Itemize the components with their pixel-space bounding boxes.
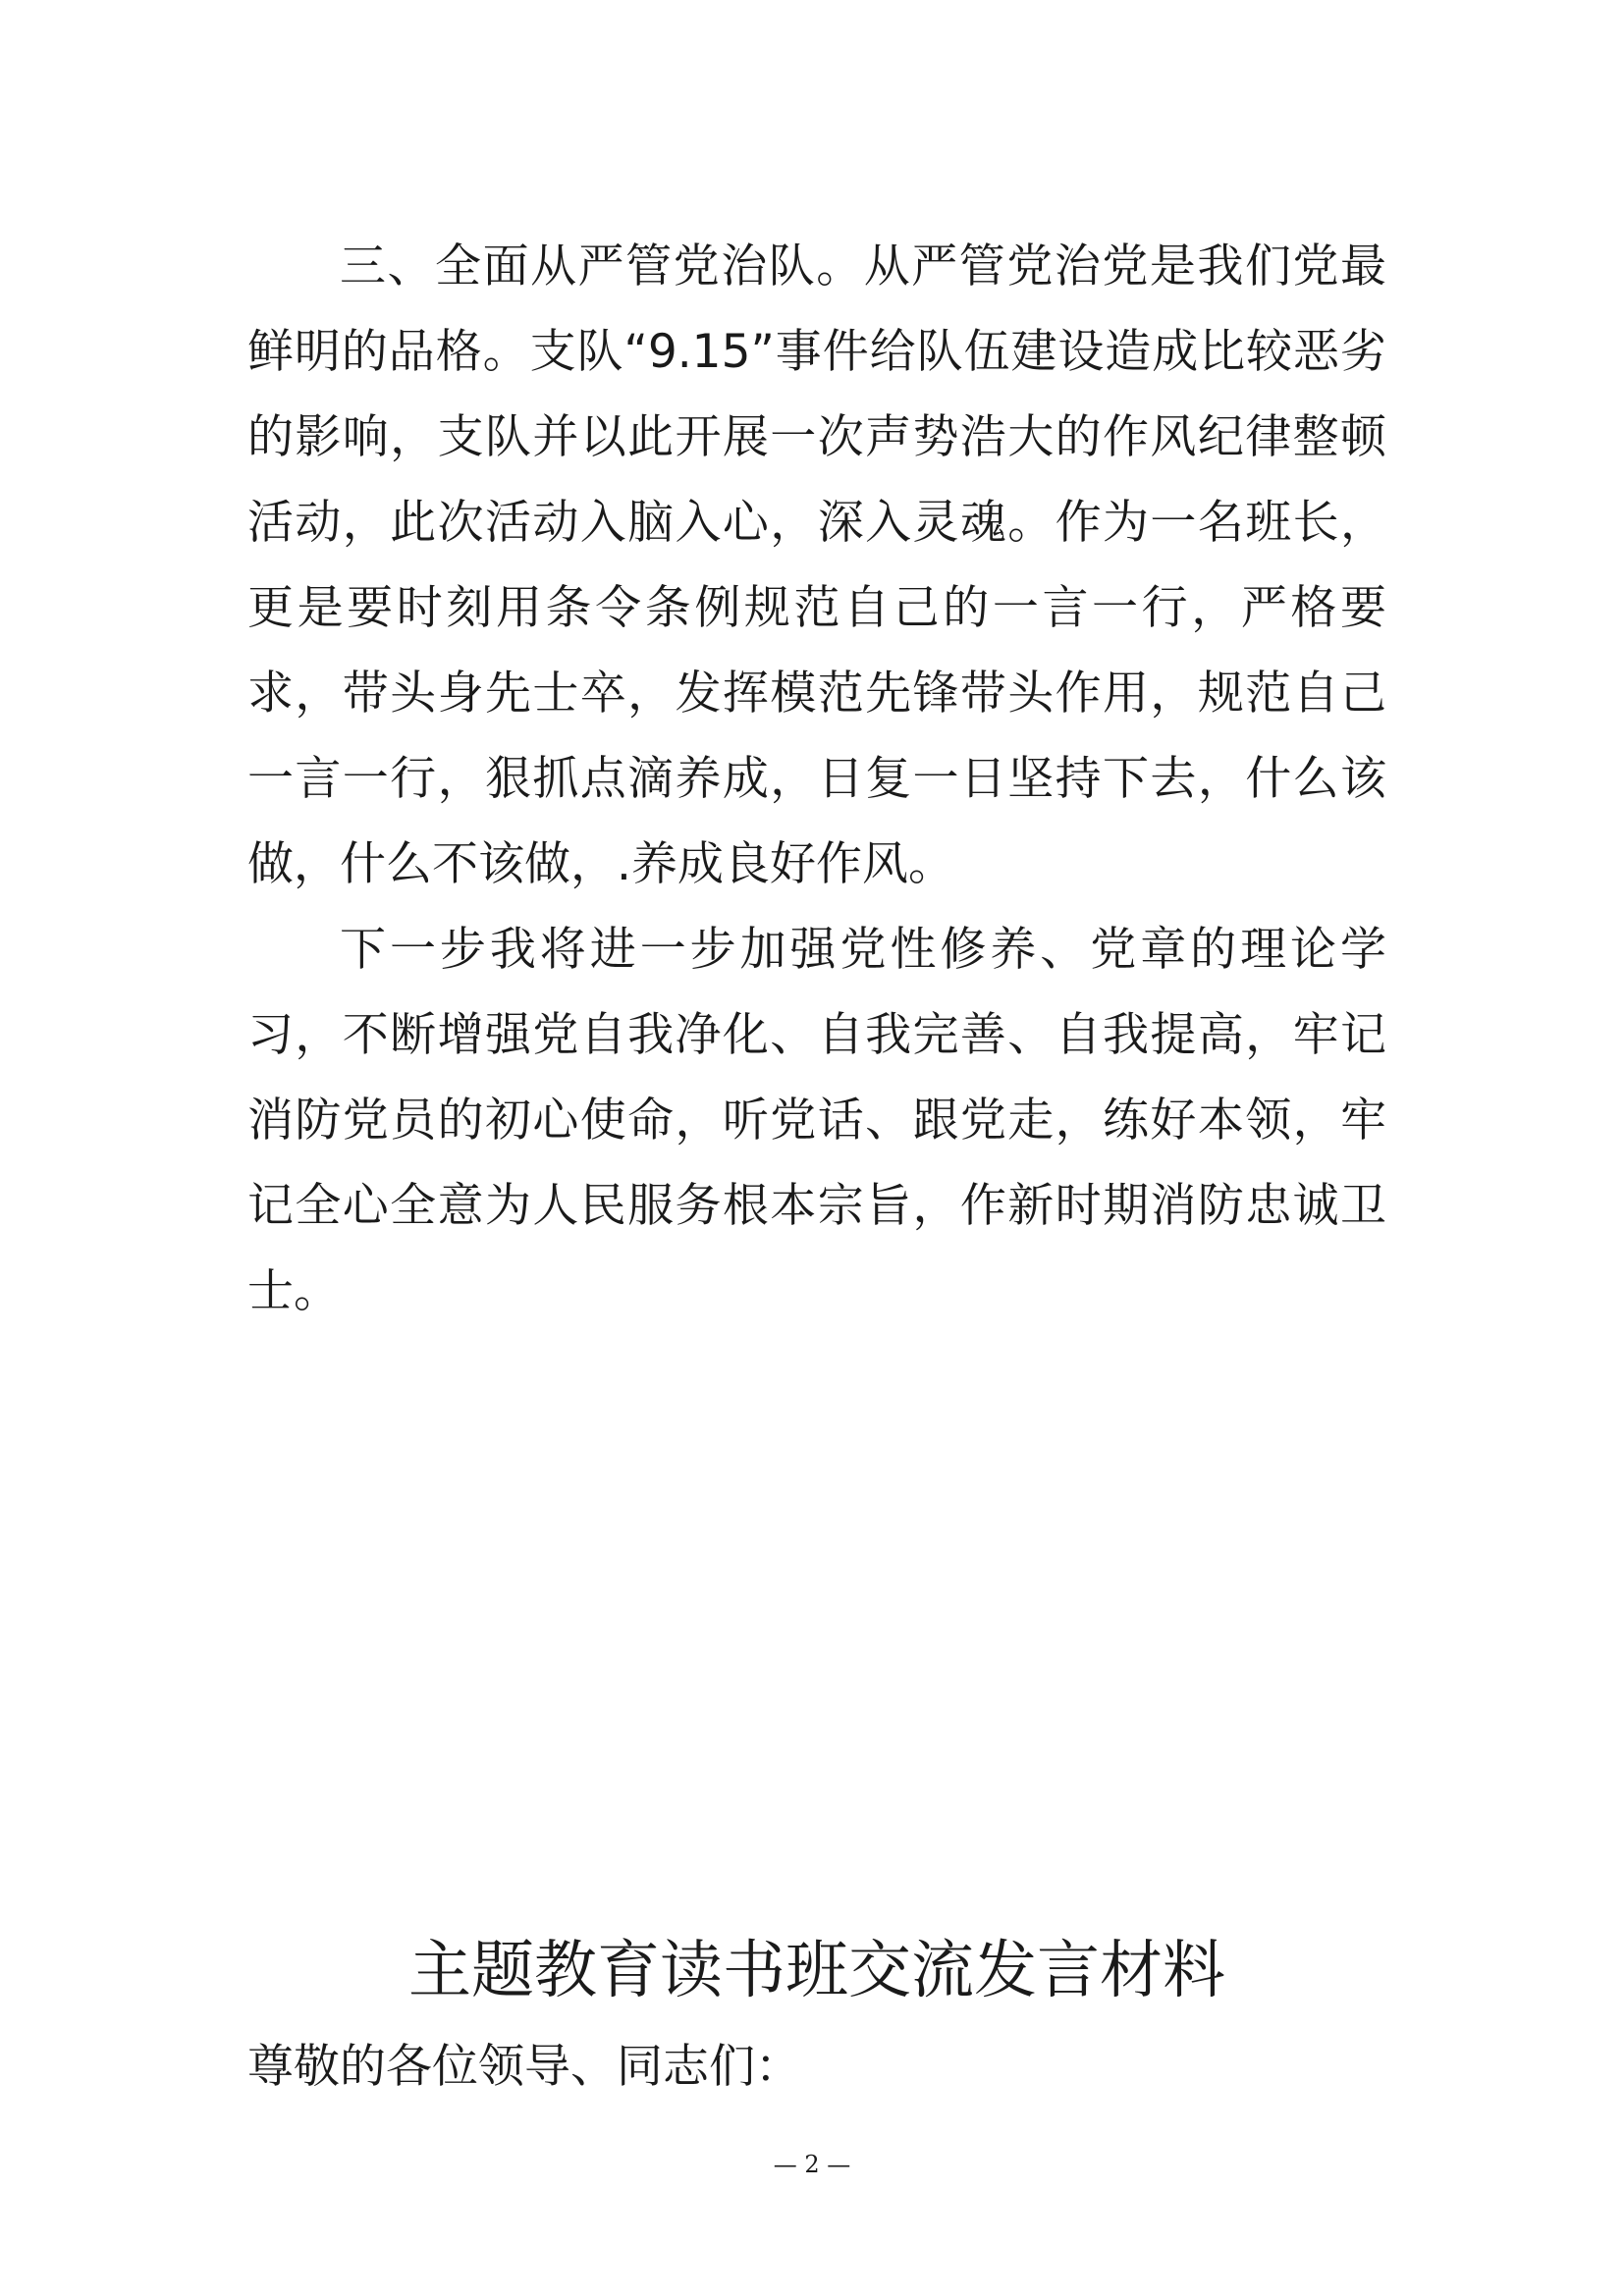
document-title: 主题教育读书班交流发言材料 bbox=[408, 1935, 1225, 2007]
paragraph: 下一步我将进一步加强党性修养、党章的理论学习，不断增强党自我净化、自我完善、自我提高，牢记消防党员的初心使命，听党话、跟党走，练好本领，牢记全心全意为人民服务根本宗旨，作新时期消防忠诚卫士。 bbox=[247, 923, 1386, 1318]
body-text bbox=[247, 224, 1386, 1334]
page-number: — 2 — bbox=[773, 2151, 851, 2178]
salutation: 尊敬的各位领导、同志们： bbox=[247, 2040, 801, 2094]
paragraph: 三、全面从严管党治队。从严管党治党是我们党最鲜明的品格。支队“9.15”事件给队伍建设造成比较恶劣的影响，支队并以此开展一次声势浩大的作风纪律整顿活动，此次活动入脑入心，深入灵魂。作为一名班长，更是要时刻用条令条例规范自己的一言一行，严格要求，带头身先士卒，发挥模范先锋带头作用，规范自己一言一行，狠抓点滴养成，日复一日坚持下去，什么该做，什么不该做，.养成良好作风。 bbox=[247, 240, 1386, 891]
